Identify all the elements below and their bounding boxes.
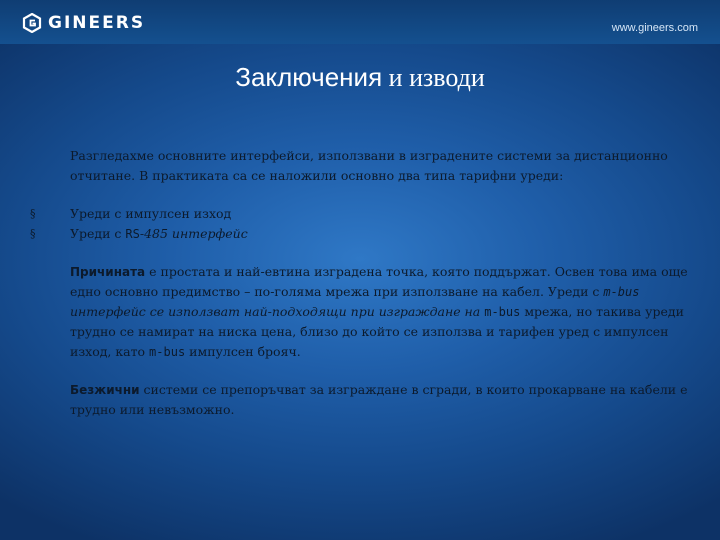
- slide-content: [30, 146, 705, 438]
- site-url: www.gineers.com: [611, 22, 698, 34]
- bullet-list: [30, 204, 665, 244]
- reason-label: Причината: [70, 265, 146, 279]
- mbus-term: m-bus: [603, 285, 640, 299]
- mbus-term: m-bus: [484, 305, 521, 319]
- bullet-item-impulse: [30, 204, 665, 224]
- logo-text: GINEERS: [48, 13, 146, 33]
- bullet-text-pre: Уреди с: [70, 226, 126, 241]
- wireless-label: Безжични: [70, 383, 140, 397]
- slide-title: [0, 62, 720, 93]
- reason-paragraph: [70, 262, 705, 362]
- bullet-text-post: -485 интерфейс: [139, 226, 248, 241]
- title-part-1: Заключения: [235, 62, 383, 92]
- reason-text-3: мрежа, но такива уреди трудно се намират на ниска цена, близо до който се използва и тарифен уред с импулсен изход, като: [70, 304, 684, 359]
- bullet-item-rs485: [30, 224, 665, 244]
- header-bar: [0, 0, 720, 44]
- wireless-paragraph: [70, 380, 705, 420]
- reason-text-4: импулсен брояч.: [185, 344, 301, 359]
- intro-paragraph: Разгледахме основните интерфейси, използвани в изградените системи за дистанционно отчитане. В практиката са се наложили основно два типа тарифни уреди:: [70, 148, 668, 183]
- bullet-text: Уреди с импулсен изход: [70, 206, 232, 221]
- bullet-text: [70, 224, 248, 244]
- logo: [22, 13, 145, 33]
- hexagon-logo-icon: [22, 13, 42, 33]
- title-part-2: и изводи: [382, 63, 485, 92]
- wireless-text: системи се препоръчват за изграждане в сгради, в които прокарване на кабели е трудно или невъзможно.: [70, 382, 688, 417]
- rs-abbrev: RS: [125, 227, 140, 241]
- reason-text-2: интерфейс се използват най-подходящи при изграждане на: [70, 304, 485, 319]
- mbus-term: m-bus: [149, 345, 186, 359]
- bullet-marker: §: [30, 207, 36, 220]
- bullet-marker: §: [30, 227, 36, 240]
- reason-text-1: е простата и най-евтина изградена точка, която поддържат. Освен това има още едно основно предимство – по-голяма мрежа при използване на кабел. Уреди с: [70, 264, 688, 299]
